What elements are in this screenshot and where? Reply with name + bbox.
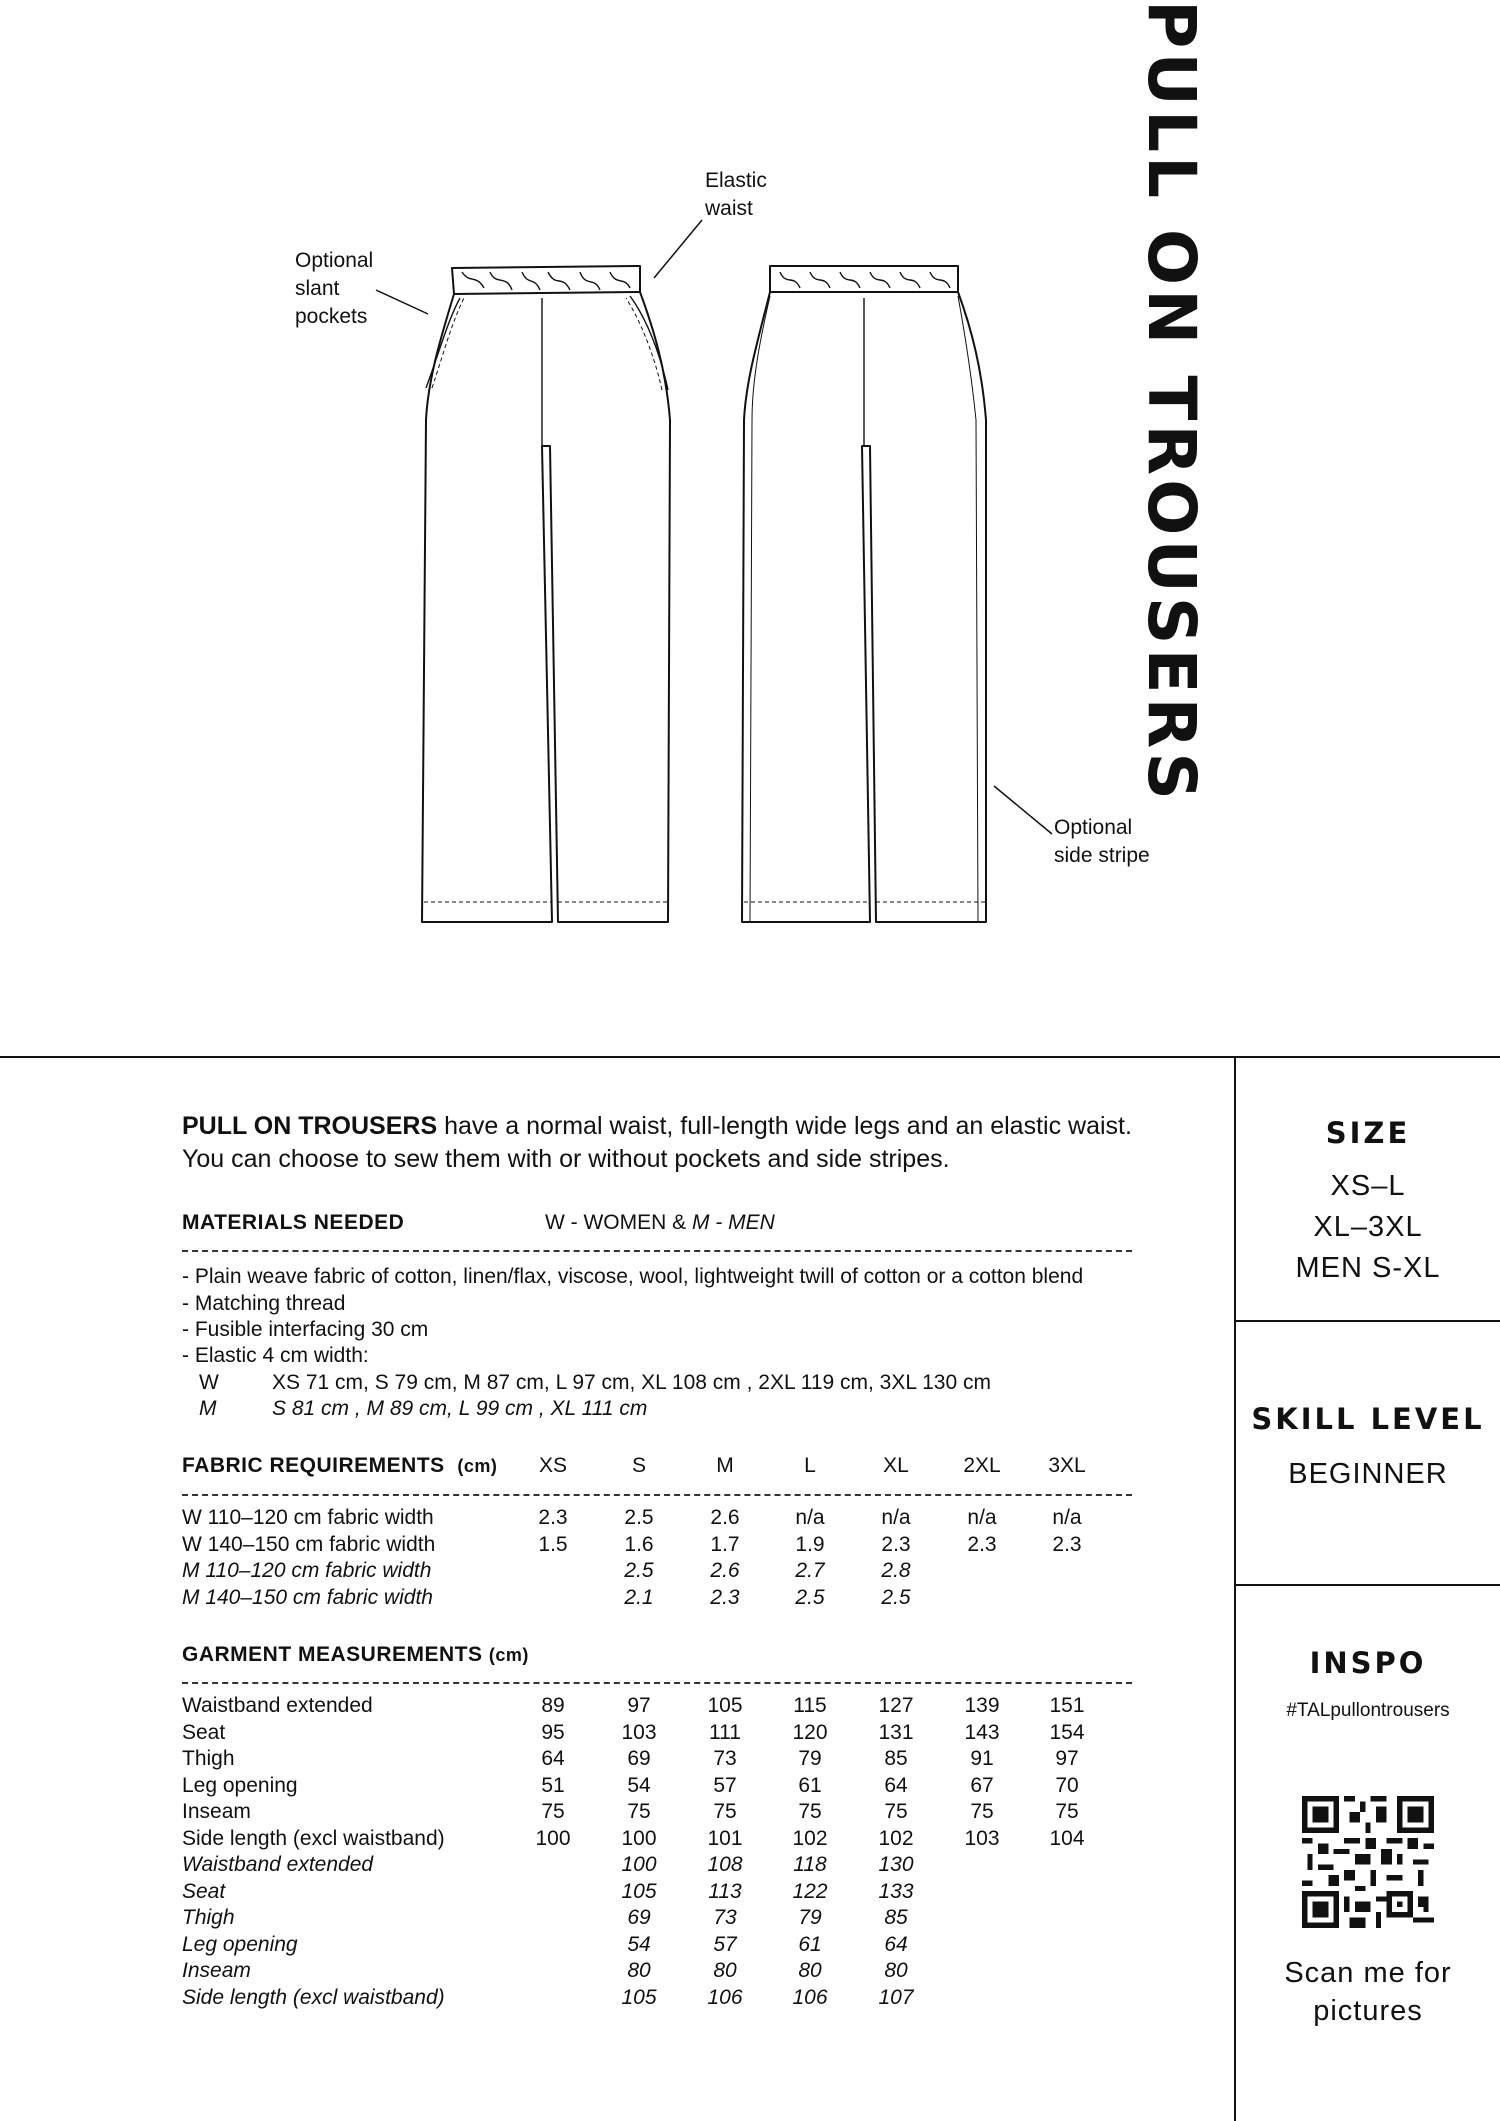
measurement-cell: 103 — [621, 1720, 657, 1744]
measurement-cell: 57 — [713, 1773, 737, 1797]
measurement-cell: 106 — [707, 1985, 743, 2009]
measurement-cell: 143 — [964, 1720, 1000, 1744]
fabric-cell: 2.6 — [710, 1506, 740, 1529]
fabric-cell: 1.6 — [624, 1532, 654, 1556]
elastic-men: S 81 cm , M 89 cm, L 99 cm , XL 111 cm — [272, 1397, 648, 1420]
measurement-cell: 80 — [884, 1959, 908, 1982]
page-title: PULL ON TROUSERS — [1133, 0, 1210, 804]
size-column-header: 2XL — [963, 1454, 1001, 1477]
measurement-cell: 75 — [627, 1800, 651, 1823]
material-item: - Plain weave fabric of cotton, linen/flax, viscose, wool, lightweight twill of cotton or a cotton blend — [182, 1265, 1084, 1288]
sidebar-divider — [1236, 1320, 1500, 1322]
measurement-cell: 57 — [713, 1932, 737, 1956]
measurement-row-label: Leg opening — [182, 1932, 298, 1956]
measurement-cell: 73 — [713, 1747, 737, 1770]
measurement-cell: 61 — [798, 1932, 822, 1956]
measurement-cell: 80 — [798, 1959, 822, 1982]
size-column-header: XL — [883, 1454, 909, 1477]
elastic-women-key: W — [199, 1371, 219, 1394]
size-column-header: 3XL — [1048, 1454, 1086, 1477]
measurement-cell: 61 — [798, 1773, 822, 1797]
measurement-cell: 111 — [709, 1720, 741, 1744]
measurement-cell: 102 — [792, 1826, 828, 1850]
measurement-cell: 73 — [713, 1906, 737, 1929]
measurement-cell: 127 — [878, 1694, 914, 1717]
measurement-cell: 133 — [878, 1879, 914, 1903]
measurement-cell: 95 — [541, 1720, 565, 1744]
measurement-cell: 108 — [707, 1853, 743, 1876]
fabric-cell: 1.9 — [795, 1532, 825, 1556]
measurement-cell: 85 — [884, 1906, 908, 1929]
fabric-cell: 2.3 — [881, 1532, 911, 1556]
qr-code-icon[interactable] — [1302, 1796, 1434, 1928]
measurement-cell: 118 — [793, 1853, 827, 1876]
fabric-cell: 2.6 — [710, 1559, 740, 1582]
measurement-row-label: Side length (excl waistband) — [182, 1985, 445, 2009]
measurement-cell: 113 — [708, 1879, 742, 1903]
fabric-cell: 2.3 — [710, 1585, 740, 1609]
measurement-cell: 151 — [1049, 1694, 1085, 1717]
measurement-cell: 64 — [884, 1773, 908, 1797]
measurement-cell: 154 — [1049, 1720, 1085, 1744]
skill-heading: SKILL LEVEL — [1251, 1402, 1485, 1436]
fabric-cell: 2.5 — [795, 1585, 825, 1609]
size-list — [1236, 1166, 1500, 1289]
fabric-row-label: M 110–120 cm fabric width — [182, 1559, 432, 1582]
measurement-cell: 70 — [1055, 1773, 1079, 1797]
fabric-cell: 2.5 — [624, 1506, 654, 1529]
measurement-cell: 101 — [707, 1826, 743, 1850]
skill-level: BEGINNER — [1288, 1458, 1448, 1490]
measurement-cell: 64 — [884, 1932, 908, 1956]
fabric-cell: 2.8 — [881, 1559, 911, 1582]
measurement-cell: 106 — [792, 1985, 828, 2009]
measurement-cell: 79 — [798, 1747, 822, 1770]
measurement-row-label: Inseam — [182, 1959, 251, 1982]
measurement-cell: 75 — [798, 1800, 822, 1823]
materials-legend: W - WOMEN & M - MEN — [545, 1211, 775, 1234]
measurement-cell: 75 — [970, 1800, 994, 1823]
back-view-sketch — [742, 266, 986, 922]
fabric-cell: n/a — [795, 1506, 825, 1529]
measurement-cell: 75 — [1055, 1800, 1079, 1823]
hashtag[interactable]: #TALpullontrousers — [1286, 1700, 1450, 1721]
dashed-rule — [182, 1250, 1132, 1252]
size-column-header: XS — [538, 1454, 567, 1477]
fabric-cell: 2.7 — [795, 1559, 825, 1582]
measurement-row-label: Leg opening — [182, 1773, 298, 1797]
measurement-cell: 97 — [627, 1694, 651, 1717]
measurement-cell: 75 — [884, 1800, 908, 1823]
fabric-cell: n/a — [967, 1506, 997, 1529]
garment-heading: GARMENT MEASUREMENTS (cm) — [182, 1643, 529, 1666]
intro-paragraph — [182, 1110, 1142, 1176]
fabric-cell: 2.5 — [624, 1559, 654, 1582]
front-view-sketch — [422, 266, 670, 922]
size-range-plus: XL–3XL — [1313, 1211, 1423, 1243]
measurement-row-label: Thigh — [182, 1747, 235, 1770]
intro-line-2: You can choose to sew them with or without pockets and side stripes. — [182, 1145, 950, 1173]
measurement-cell: 75 — [541, 1800, 565, 1823]
fabric-cell: 2.3 — [967, 1532, 997, 1556]
fabric-cell: 1.5 — [538, 1532, 568, 1556]
measurement-cell: 104 — [1049, 1826, 1085, 1850]
fabric-row-label: M 140–150 cm fabric width — [182, 1585, 433, 1609]
materials-heading: MATERIALS NEEDED — [182, 1211, 405, 1234]
measurement-row-label: Side length (excl waistband) — [182, 1826, 445, 1850]
annotation-stripe: Optional side stripe — [1054, 816, 1150, 867]
fabric-heading: FABRIC REQUIREMENTS (cm) — [182, 1454, 498, 1477]
fabric-row-label: W 140–150 cm fabric width — [182, 1532, 436, 1556]
dashed-rule — [182, 1494, 1132, 1496]
size-column-header: M — [716, 1454, 734, 1477]
measurement-cell: 120 — [792, 1720, 828, 1744]
measurement-cell: 105 — [621, 1985, 657, 2009]
fabric-cell: n/a — [1052, 1506, 1082, 1529]
divider-horizontal — [0, 1056, 1500, 1058]
sidebar-divider — [1236, 1584, 1500, 1586]
measurement-cell: 107 — [878, 1985, 914, 2009]
measurement-cell: 69 — [627, 1906, 651, 1929]
measurement-cell: 100 — [535, 1826, 571, 1850]
measurement-cell: 139 — [964, 1694, 1000, 1717]
measurement-cell: 122 — [792, 1879, 828, 1903]
measurement-cell: 51 — [541, 1773, 565, 1797]
size-range-men: MEN S-XL — [1295, 1252, 1441, 1284]
elastic-women: XS 71 cm, S 79 cm, M 87 cm, L 97 cm, XL 108 cm , 2XL 119 cm, 3XL 130 cm — [272, 1371, 991, 1394]
measurement-cell: 100 — [621, 1853, 657, 1876]
measurement-cell: 102 — [878, 1826, 914, 1850]
measurement-cell: 64 — [541, 1747, 565, 1770]
measurement-cell: 79 — [798, 1906, 822, 1929]
dashed-rule — [182, 1682, 1132, 1684]
fabric-cell: 2.3 — [1052, 1532, 1082, 1556]
measurement-cell: 80 — [713, 1959, 737, 1982]
fabric-cell: 2.1 — [624, 1585, 654, 1609]
fabric-cell: n/a — [881, 1506, 911, 1529]
material-item: - Elastic 4 cm width: — [182, 1344, 369, 1367]
measurement-cell: 131 — [878, 1720, 914, 1744]
measurement-row-label: Inseam — [182, 1800, 251, 1823]
measurement-cell: 75 — [713, 1800, 737, 1823]
measurement-cell: 85 — [884, 1747, 908, 1770]
material-item: - Matching thread — [182, 1292, 346, 1315]
measurement-cell: 115 — [793, 1694, 827, 1717]
measurement-row-label: Waistband extended — [182, 1853, 374, 1876]
measurement-cell: 130 — [878, 1853, 914, 1876]
measurement-cell: 100 — [621, 1826, 657, 1850]
size-range-women: XS–L — [1330, 1170, 1406, 1202]
annotation-waist: Elastic waist — [705, 169, 767, 220]
size-column-header: L — [804, 1454, 816, 1477]
fabric-cell: 2.5 — [881, 1585, 911, 1609]
measurement-cell: 105 — [707, 1694, 743, 1717]
measurement-cell: 54 — [627, 1932, 651, 1956]
measurement-row-label: Waistband extended — [182, 1694, 373, 1717]
fabric-row-label: W 110–120 cm fabric width — [182, 1506, 434, 1529]
elastic-men-key: M — [199, 1397, 217, 1420]
measurement-cell: 69 — [627, 1747, 651, 1770]
measurement-cell: 103 — [964, 1826, 1000, 1850]
fabric-cell: 2.3 — [538, 1506, 568, 1529]
inspo-heading: INSPO — [1309, 1646, 1427, 1680]
measurement-cell: 91 — [970, 1747, 994, 1770]
material-item: - Fusible interfacing 30 cm — [182, 1318, 429, 1341]
measurement-cell: 54 — [627, 1773, 651, 1797]
measurement-cell: 89 — [541, 1694, 565, 1717]
scan-caption: Scan me for pictures — [1284, 1957, 1452, 2027]
measurement-row-label: Thigh — [182, 1906, 235, 1929]
intro-line-1: have a normal waist, full-length wide legs and an elastic waist. — [437, 1112, 1132, 1140]
measurement-row-label: Seat — [182, 1879, 226, 1903]
measurement-cell: 105 — [621, 1879, 657, 1903]
intro-product-name: PULL ON TROUSERS — [182, 1112, 438, 1140]
size-column-header: S — [631, 1454, 646, 1477]
measurement-cell: 97 — [1055, 1747, 1079, 1770]
annotation-pockets: Optional slant pockets — [295, 249, 374, 328]
measurement-row-label: Seat — [182, 1720, 226, 1744]
size-heading: SIZE — [1325, 1116, 1411, 1150]
measurement-cell: 80 — [627, 1959, 651, 1982]
measurement-cell: 67 — [970, 1773, 994, 1797]
fabric-cell: 1.7 — [710, 1532, 740, 1556]
trousers-flat-sketch — [0, 0, 1500, 1050]
